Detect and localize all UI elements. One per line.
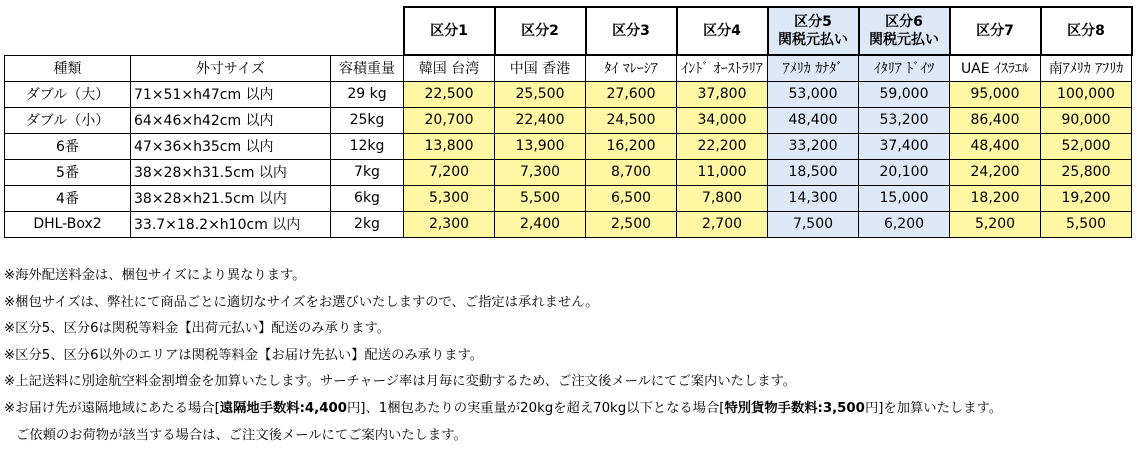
price-cell: 20,700 — [404, 107, 495, 133]
price-cell: 19,200 — [1041, 185, 1132, 211]
price-cell: 24,500 — [586, 107, 677, 133]
shipping-notes — [4, 263, 1002, 449]
price-cell: 7,200 — [404, 159, 495, 185]
zone-5-regions: ｱﾒﾘｶ ｶﾅﾀﾞ — [768, 55, 859, 81]
note-size-selection: ※梱包サイズは、弊社にて商品ごとに適切なサイズをお選びいたしますので、ご指定は承れません。 — [4, 294, 599, 310]
zone-7-header: 区分7 — [950, 7, 1041, 55]
price-cell: 52,000 — [1041, 133, 1132, 159]
price-cell: 25,800 — [1041, 159, 1132, 185]
note-packing-size: ※海外配送料金は、梱包サイズにより異なります。 — [4, 268, 306, 283]
zone-1-header: 区分1 — [404, 7, 495, 55]
box-size: 71×51×h47cm 以内 — [131, 81, 331, 107]
note-duty-recipient: ※区分5、区分6以外のエリアは関税等料金【お届け先払い】配送のみ承ります。 — [4, 347, 484, 363]
price-cell: 14,300 — [768, 185, 859, 211]
price-cell: 25,500 — [495, 81, 586, 107]
box-weight: 25kg — [331, 107, 404, 133]
zone-7-regions: UAE ｲｽﾗｴﾙ — [950, 55, 1041, 81]
box-size: 64×46×h42cm 以内 — [131, 107, 331, 133]
zone-2-header: 区分2 — [495, 7, 586, 55]
price-cell: 7,300 — [495, 159, 586, 185]
zone-8-regions: 南ｱﾒﾘｶ ｱﾌﾘｶ — [1041, 55, 1132, 81]
price-cell: 22,400 — [495, 107, 586, 133]
price-cell: 20,100 — [859, 159, 950, 185]
price-cell: 5,500 — [495, 185, 586, 211]
price-cell: 8,700 — [586, 159, 677, 185]
box-weight: 29 kg — [331, 81, 404, 107]
price-cell: 53,000 — [768, 81, 859, 107]
price-cell: 53,200 — [859, 107, 950, 133]
box-type: ダブル（小） — [5, 107, 131, 133]
price-cell: 11,000 — [677, 159, 768, 185]
price-cell: 6,200 — [859, 211, 950, 237]
price-cell: 6,500 — [586, 185, 677, 211]
zone-4-header: 区分4 — [677, 7, 768, 55]
box-size: 38×28×h21.5cm 以内 — [131, 185, 331, 211]
zone-title-row — [5, 7, 1132, 55]
price-cell: 37,400 — [859, 133, 950, 159]
box-type: ダブル（大） — [5, 81, 131, 107]
zone-8-header: 区分8 — [1041, 7, 1132, 55]
zone-1-regions: 韓国 台湾 — [404, 55, 495, 81]
table-row — [5, 159, 1132, 185]
note-surcharge: ※上記送料に別途航空料金割増金を加算いたします。サーチャージ率は月毎に変動するため、ご注文後メールにてご案内いたします。 — [4, 374, 797, 390]
price-cell: 18,500 — [768, 159, 859, 185]
price-cell: 48,400 — [950, 133, 1041, 159]
price-cell: 86,400 — [950, 107, 1041, 133]
note-contact: ご依頼のお荷物が該当する場合は、ご注文後メールにてご案内いたします。 — [16, 427, 467, 443]
zone-2-regions: 中国 香港 — [495, 55, 586, 81]
column-header-row — [5, 55, 1132, 81]
remote-area-fee: 遠隔地手数料:4,400 — [219, 400, 347, 416]
weight-column-header: 容積重量 — [331, 55, 404, 81]
table-row — [5, 133, 1132, 159]
price-cell: 2,700 — [677, 211, 768, 237]
special-cargo-fee: 特別貨物手数料:3,500 — [724, 400, 865, 416]
box-weight: 7kg — [331, 159, 404, 185]
box-type: DHL-Box2 — [5, 211, 131, 237]
shipping-rate-table — [4, 6, 1133, 238]
table-row — [5, 185, 1132, 211]
price-cell: 90,000 — [1041, 107, 1132, 133]
zone-3-regions: ﾀｲ ﾏﾚｰｼｱ — [586, 55, 677, 81]
price-cell: 33,200 — [768, 133, 859, 159]
box-weight: 2kg — [331, 211, 404, 237]
box-size: 47×36×h35cm 以内 — [131, 133, 331, 159]
zone-3-header: 区分3 — [586, 7, 677, 55]
price-cell: 22,500 — [404, 81, 495, 107]
box-weight: 12kg — [331, 133, 404, 159]
box-size: 33.7×18.2×h10cm 以内 — [131, 211, 331, 237]
price-cell: 13,800 — [404, 133, 495, 159]
table-row — [5, 107, 1132, 133]
type-column-header: 種類 — [5, 55, 131, 81]
note-duty-prepaid: ※区分5、区分6は関税等料金【出荷元払い】配送のみ承ります。 — [4, 321, 391, 337]
zone-6-regions: ｲﾀﾘｱ ﾄﾞｲﾂ — [859, 55, 950, 81]
price-cell: 16,200 — [586, 133, 677, 159]
price-cell: 5,300 — [404, 185, 495, 211]
box-type: 4番 — [5, 185, 131, 211]
price-cell: 59,000 — [859, 81, 950, 107]
box-type: 5番 — [5, 159, 131, 185]
table-row — [5, 211, 1132, 237]
price-cell: 7,800 — [677, 185, 768, 211]
box-weight: 6kg — [331, 185, 404, 211]
price-cell: 2,300 — [404, 211, 495, 237]
box-type: 6番 — [5, 133, 131, 159]
price-cell: 18,200 — [950, 185, 1041, 211]
note-extra-fees: ※お届け先が遠隔地域にあたる場合[遠隔地手数料:4,400円]、1梱包あたりの実重量が20kgを超え70kg以下となる場合[特別貨物手数料:3,500円]を加算いたします。 — [4, 400, 1003, 416]
zone-5-header: 区分5 関税元払い — [768, 7, 859, 55]
size-column-header: 外寸サイズ — [131, 55, 331, 81]
price-cell: 48,400 — [768, 107, 859, 133]
price-cell: 15,000 — [859, 185, 950, 211]
price-cell: 13,900 — [495, 133, 586, 159]
price-cell: 100,000 — [1041, 81, 1132, 107]
price-cell: 22,200 — [677, 133, 768, 159]
price-cell: 95,000 — [950, 81, 1041, 107]
price-cell: 5,500 — [1041, 211, 1132, 237]
price-cell: 37,800 — [677, 81, 768, 107]
zone-6-header: 区分6 関税元払い — [859, 7, 950, 55]
table-row — [5, 81, 1132, 107]
zone-4-regions: ｲﾝﾄﾞ ｵｰｽﾄﾗﾘｱ — [677, 55, 768, 81]
price-cell: 2,500 — [586, 211, 677, 237]
price-cell: 24,200 — [950, 159, 1041, 185]
box-size: 38×28×h31.5cm 以内 — [131, 159, 331, 185]
price-cell: 34,000 — [677, 107, 768, 133]
price-cell: 5,200 — [950, 211, 1041, 237]
price-cell: 27,600 — [586, 81, 677, 107]
price-cell: 2,400 — [495, 211, 586, 237]
price-cell: 7,500 — [768, 211, 859, 237]
